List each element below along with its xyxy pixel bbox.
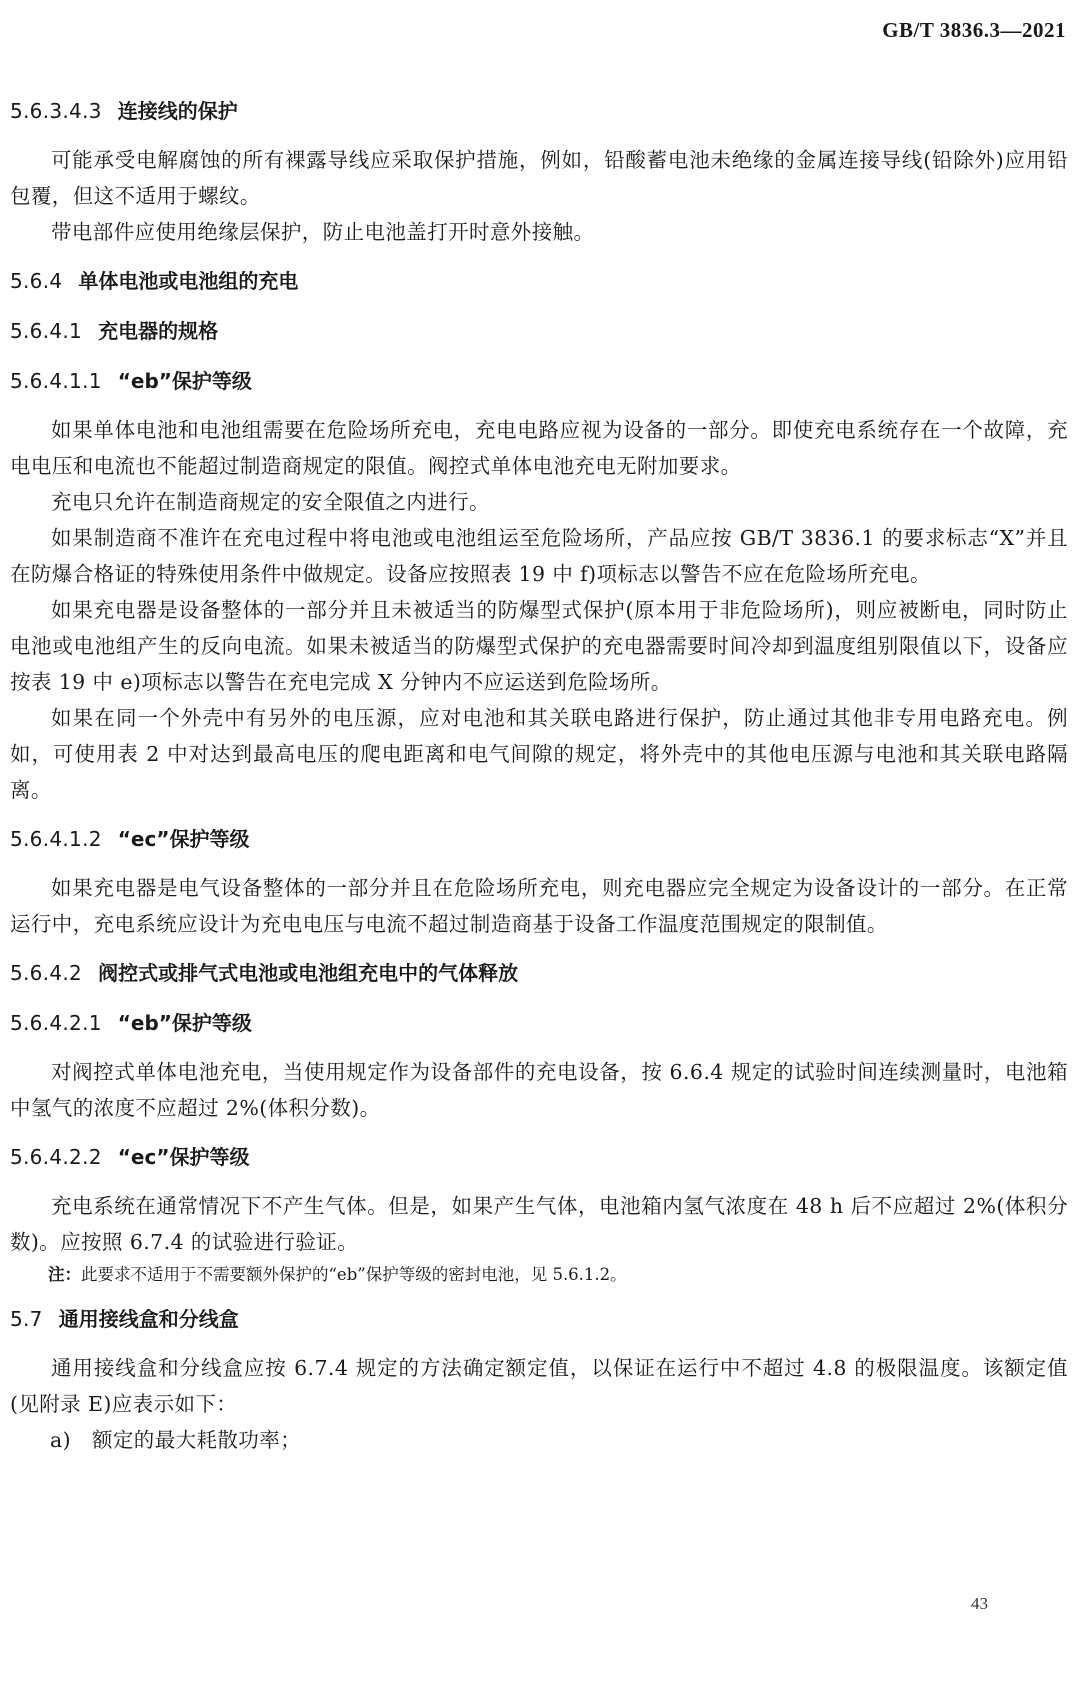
section-number: 5.6.4	[10, 269, 63, 293]
list-item-text: 额定的最大耗散功率；	[92, 1428, 301, 1452]
paragraph: 如果充电器是电气设备整体的一部分并且在危险场所充电，则充电器应完全规定为设备设计的一部分。在正常运行中，充电系统应设计为充电电压与电流不超过制造商基于设备工作温度范围规定的限制值。	[10, 876, 1068, 936]
paragraph: 充电系统在通常情况下不产生气体。但是，如果产生气体，电池箱内氢气浓度在 48 h 后不应超过 2%(体积分数)。应按照 6.7.4 的试验进行验证。	[10, 1194, 1068, 1254]
section-title: 通用接线盒和分线盒	[58, 1307, 239, 1331]
section-title: 阀控式或排气式电池或电池组充电中的气体释放	[98, 961, 519, 985]
standard-code: GB/T 3836.3—2021	[882, 18, 1066, 42]
page-number: 43	[971, 1594, 988, 1613]
paragraph: 如果充电器是设备整体的一部分并且未被适当的防爆型式保护(原本用于非危险场所)，则应被断电，同时防止电池或电池组产生的反向电流。如果未被适当的防爆型式保护的充电器需要时间冷却到温度组别限值以下，设备应按表 19 中 e)项标志以警告在充电完成 X 分钟内不应运送到危险场所。	[10, 598, 1068, 694]
section-number: 5.6.4.1.1	[10, 369, 102, 393]
section-heading	[10, 316, 1068, 346]
paragraph: 通用接线盒和分线盒应按 6.7.4 规定的方法确定额定值，以保证在运行中不超过 4.8 的极限温度。该额定值(见附录 E)应表示如下：	[10, 1356, 1068, 1416]
section-heading	[10, 366, 1068, 396]
section-title: 单体电池或电池组的充电	[78, 269, 299, 293]
section-heading	[10, 1008, 1068, 1038]
paragraph: 带电部件应使用绝缘层保护，防止电池盖打开时意外接触。	[51, 220, 595, 244]
section-title: “ec”保护等级	[117, 1145, 250, 1169]
section-title: “ec”保护等级	[117, 827, 250, 851]
section-heading	[10, 266, 1068, 296]
section-number: 5.6.4.2.1	[10, 1011, 102, 1035]
paragraph: 对阀控式单体电池充电，当使用规定作为设备部件的充电设备，按 6.6.4 规定的试验时间连续测量时，电池箱中氢气的浓度不应超过 2%(体积分数)。	[10, 1060, 1068, 1120]
list-item-marker: a)	[50, 1428, 72, 1452]
paragraph: 如果在同一个外壳中有另外的电压源，应对电池和其关联电路进行保护，防止通过其他非专用电路充电。例如，可使用表 2 中对达到最高电压的爬电距离和电气间隙的规定，将外壳中的其他电压源与电池和其关联电路隔离。	[10, 706, 1068, 802]
section-title: 连接线的保护	[117, 99, 238, 123]
section-number: 5.6.4.2.2	[10, 1145, 102, 1169]
section-heading	[10, 958, 1068, 988]
section-heading	[10, 96, 1068, 126]
note-text: 此要求不适用于不需要额外保护的“eb”保护等级的密封电池，见 5.6.1.2。	[81, 1265, 627, 1284]
paragraph: 如果单体电池和电池组需要在危险场所充电，充电电路应视为设备的一部分。即使充电系统存在一个故障，充电电压和电流也不能超过制造商规定的限值。阀控式单体电池充电无附加要求。	[10, 418, 1068, 478]
document-body	[10, 96, 1068, 1458]
section-number: 5.6.4.1	[10, 319, 83, 343]
note-label: 注：	[48, 1265, 81, 1284]
section-number: 5.6.4.1.2	[10, 827, 102, 851]
section-heading	[10, 824, 1068, 854]
section-heading	[10, 1304, 1068, 1334]
paragraph: 充电只允许在制造商规定的安全限值之内进行。	[51, 490, 490, 514]
paragraph: 可能承受电解腐蚀的所有裸露导线应采取保护措施，例如，铅酸蓄电池未绝缘的金属连接导线(铅除外)应用铅包覆，但这不适用于螺纹。	[10, 148, 1068, 208]
section-number: 5.6.3.4.3	[10, 99, 102, 123]
section-number: 5.6.4.2	[10, 961, 83, 985]
paragraph: 如果制造商不准许在充电过程中将电池或电池组运至危险场所，产品应按 GB/T 3836.1 的要求标志“X”并且在防爆合格证的特殊使用条件中做规定。设备应按照表 19 中 f)项标志以警告不应在危险场所充电。	[10, 526, 1068, 586]
section-title: 充电器的规格	[98, 319, 219, 343]
section-title: “eb”保护等级	[117, 1011, 252, 1035]
note	[10, 1262, 1068, 1288]
section-heading	[10, 1142, 1068, 1172]
list-item	[10, 1422, 1068, 1458]
section-title: “eb”保护等级	[117, 369, 252, 393]
section-number: 5.7	[10, 1307, 43, 1331]
